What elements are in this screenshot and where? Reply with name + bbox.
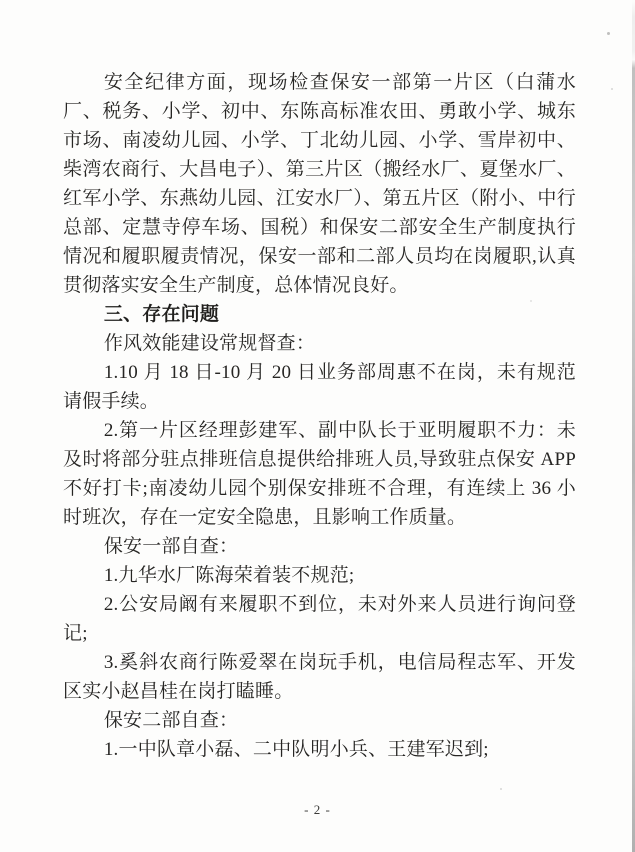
scan-speck	[500, 788, 502, 790]
paragraph-dept1-item-1: 1.九华水厂陈海荣着装不规范;	[103, 565, 355, 586]
paragraph-safety-discipline-summary: 安全纪律方面，现场检查保安一部第一片区（白蒲水厂、税务、小学、初中、东陈高标准农田、勇敢小学、城东市场、南凌幼儿园、小学、丁北幼儿园、小学、雪岸初中、柴湾农商行、大昌电子）、第三片区（搬经水厂、夏堡水厂、红军小学、东燕幼儿园、江安水厂）、第五片区（附小、中行总部、定慧寺停车场、国税）和保安二部安全生产制度执行情况和履职履责情况，保安一部和二部人员均在岗履职,认真贯彻落实安全生产制度，总体情况良好。	[63, 72, 576, 296]
paragraph-dept1-item-2: 2.公安局阚有来履职不到位，未对外来人员进行询问登记;	[63, 594, 576, 644]
document-text-block	[63, 68, 576, 764]
page-number: - 2 -	[304, 802, 331, 817]
section-heading-existing-problems: 三、存在问题	[103, 304, 220, 325]
paragraph-dept2-item-1: 1.一中队章小磊、二中队明小兵、王建军迟到;	[103, 739, 489, 760]
scan-speck	[607, 32, 610, 35]
scan-speck	[611, 88, 613, 90]
paragraph-dept1-selfcheck-label: 保安一部自查：	[103, 536, 239, 557]
paragraph-dept2-selfcheck-label: 保安二部自查：	[103, 710, 239, 731]
paragraph-inspection-item-2: 2.第一片区经理彭建军、副中队长于亚明履职不力：未及时将部分驻点排班信息提供给排班人员,导致驻点保安 APP 不好打卡;南凌幼儿园个别保安排班不合理，有连续上 36 小时班次，存在一定安全隐患，且影响工作质量。	[63, 420, 576, 528]
paragraph-routine-inspection-label: 作风效能建设常规督查：	[103, 333, 316, 354]
paragraph-inspection-item-1: 1.10 月 18 日-10 月 20 日业务部周惠不在岗，未有规范请假手续。	[63, 362, 576, 412]
paragraph-dept1-item-3: 3.奚斜农商行陈爱翠在岗玩手机，电信局程志军、开发区实小赵昌桂在岗打瞌睡。	[63, 652, 576, 702]
